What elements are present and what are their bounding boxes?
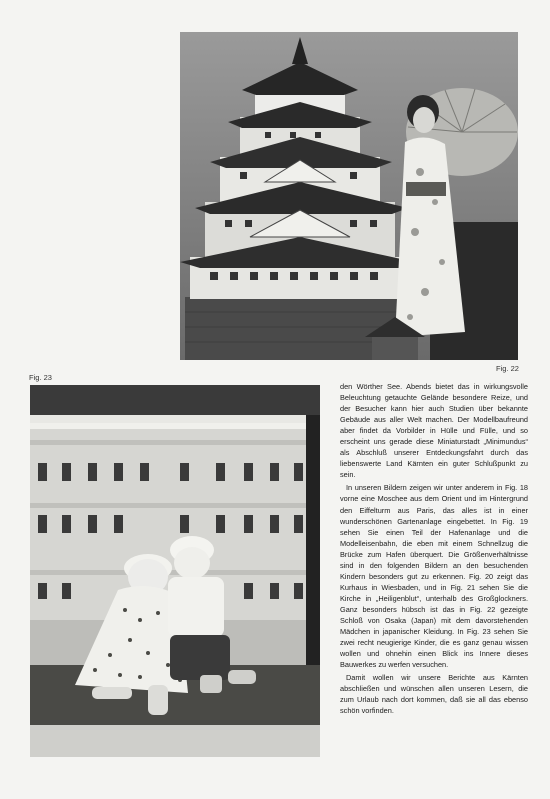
article-paragraph-2: In unseren Bildern zeigen wir unter anderem in Fig. 18 vorne eine Moschee aus dem Orient und im Hintergrund den Eiffelturm aus Paris, das alles ist in einer wunderschönen Gartenanlage eingebettet. In Fig. 19 sehen Sie einen Teil der Hafenanlage und die Modelleisenbahn, die eben mit einem Schnellzug die Brücke zum Hafen überquert. Die Größenverhältnisse sind in den folgenden Bildern an den besuchenden Kindern besonders gut zu erkennen. Fig. 20 zeigt das Kurhaus in Wiesbaden, und in Fig. 21 sehen Sie die Kirche in „Heiligenblut“, unterhalb des Großglockners. Ganz besonders hübsch ist das in Fig. 22 gezeigte Schloß von Osaka (Japan) mit dem davorstehenden Mädchen in japanischer Kleidung. In Fig. 23 sehen Sie zwei recht neugierige Kinder, die es ganz genau wissen wollen und ohnehin einen Blick ins Innere dieses Bauwerkes zu werfen versuchen. <box>340 483 528 670</box>
fig23-caption: Fig. 23 <box>29 373 52 382</box>
fig22-caption: Fig. 22 <box>496 364 519 373</box>
osaka-castle-image <box>180 32 518 360</box>
fig23-photo <box>30 385 320 757</box>
article-body <box>340 381 528 718</box>
article-paragraph-3: Damit wollen wir unsere Berichte aus Kärnten abschließen und wünschen allen unseren Lesern, die zum Urlaub nach dort kommen, daß sie all das ebenso schön vorfinden. <box>340 673 528 716</box>
fig22-photo <box>180 32 518 360</box>
children-building-image <box>30 385 320 757</box>
article-paragraph-1: den Wörther See. Abends bietet das in wirkungsvolle Beleuchtung getauchte Gelände besondere Reize, und der Besucher kann hier auch Studien über bekannte Gebäude aus aller Welt machen. Der Modellbaufreund aber findet da Vorbilder in Hülle und Fülle, und so erscheint uns gerade diese Miniaturstadt „Minimundus“ als Abschluß unserer Entdeckungsfahrt durch das liebenswerte Land Kärnten ein guter Schlußpunkt zu sein. <box>340 382 528 480</box>
